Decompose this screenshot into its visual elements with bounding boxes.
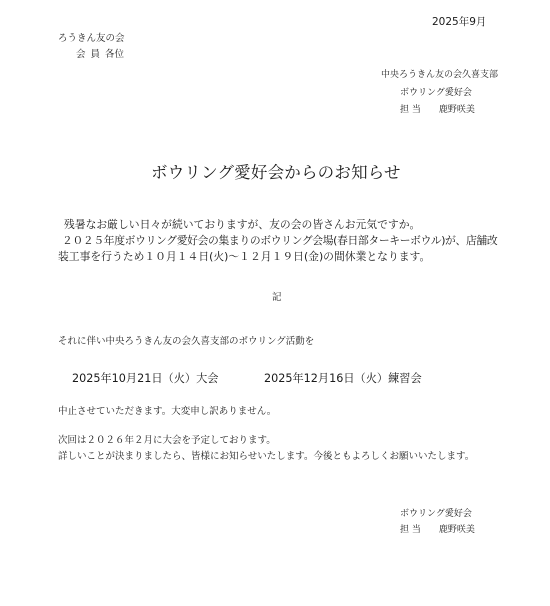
- page-title: ボウリング愛好会からのお知らせ: [151, 163, 401, 182]
- closing-line: 詳しいことが決まりましたら、皆様にお知らせいたします。今後ともよろしくお願いいたします。: [58, 451, 475, 462]
- closure-notice-line2: 装工事を行うため１０月１４日(火)～１２月１９日(金)の間休業となります。: [58, 250, 431, 263]
- greeting-paragraph: 残暑なお厳しい日々が続いておりますが、友の会の皆さんお元気ですか。: [64, 218, 421, 231]
- activity-intro: それに伴い中央ろうきん友の会久喜支部のボウリング活動を: [58, 336, 315, 347]
- document-date: 2025年9月: [432, 16, 487, 28]
- sender-org: 中央ろうきん友の会久喜支部: [381, 70, 499, 80]
- recipient-org: ろうきん友の会: [58, 33, 125, 44]
- sender-person: 担 当 鹿野咲美: [400, 105, 475, 115]
- cancelled-event-1: 2025年10月21日（火）大会: [72, 372, 219, 385]
- footer-person: 担 当 鹿野咲美: [400, 525, 475, 535]
- cancellation-statement: 中止させていただきます。大変申し訳ありません。: [58, 406, 277, 417]
- footer-club: ボウリング愛好会: [400, 509, 472, 519]
- sender-club: ボウリング愛好会: [400, 88, 472, 98]
- cancelled-event-2: 2025年12月16日（火）練習会: [264, 372, 422, 385]
- next-event-line: 次回は２０２６年２月に大会を予定しております。: [58, 435, 276, 446]
- ki-marker: 記: [272, 292, 282, 303]
- recipient-members: 会 員 各位: [76, 49, 125, 60]
- closure-notice-line1: ２０２５年度ボウリング愛好会の集まりのボウリング会場(春日部ターキーボウル)が、店舗改: [62, 234, 498, 247]
